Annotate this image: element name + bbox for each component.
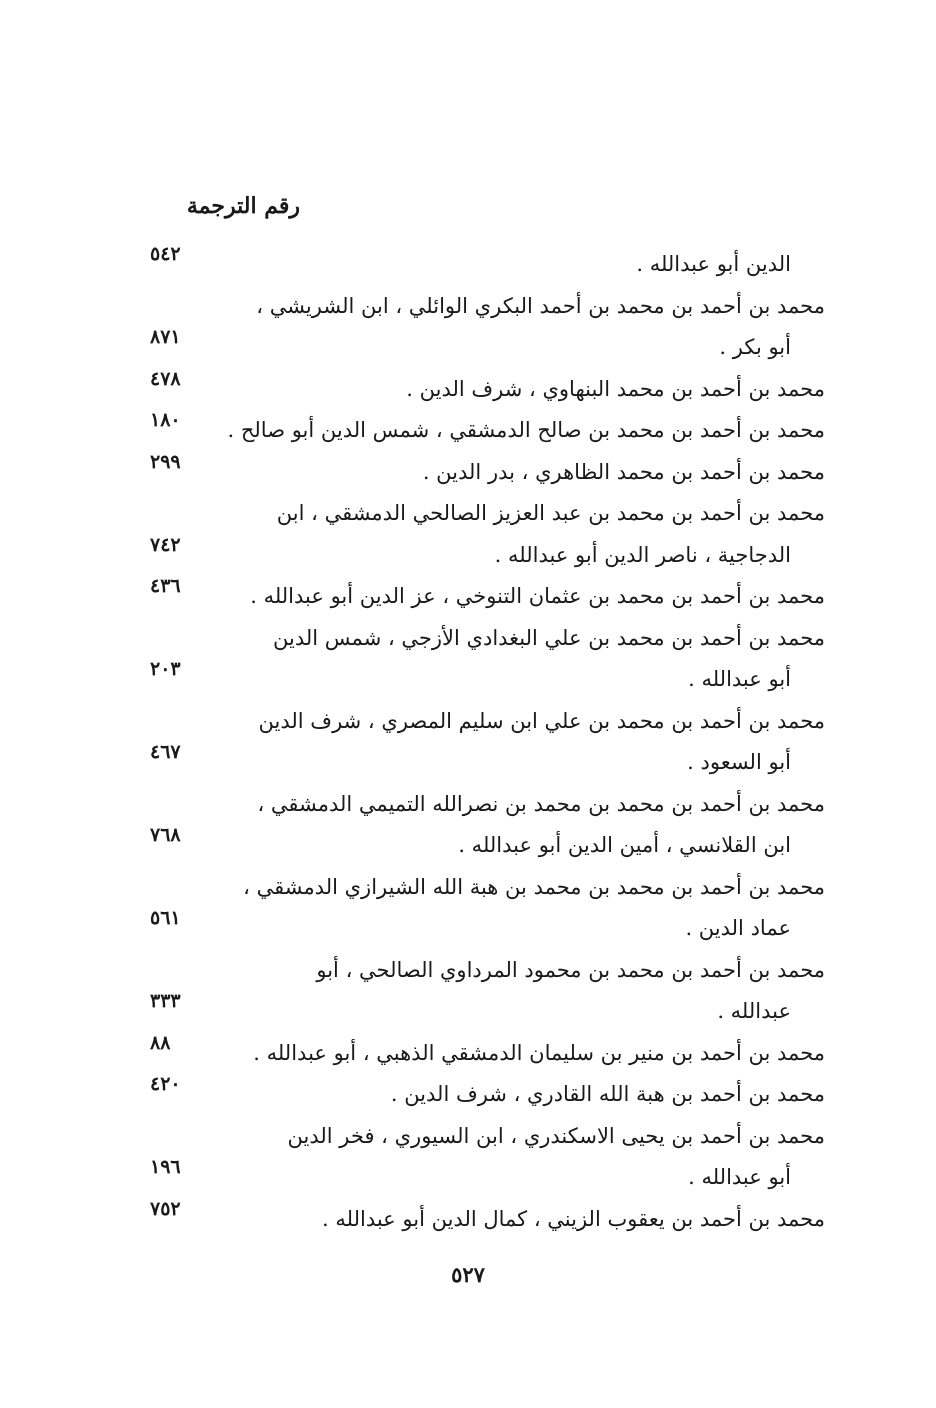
entry-text: محمد بن أحمد بن يعقوب الزيني ، كمال الدين أبو عبدالله .: [322, 1206, 825, 1231]
entry-line: [150, 286, 825, 328]
entry-number: ٤٦٧: [150, 741, 181, 763]
entry-line: [150, 659, 825, 701]
entry-text: محمد بن أحمد بن منير بن سليمان الدمشقي الذهبي ، أبو عبدالله .: [253, 1040, 825, 1065]
entry-text: عبدالله .: [717, 999, 791, 1023]
entry-line: [150, 618, 825, 660]
entry-text: محمد بن أحمد بن محمد بن علي البغدادي الأزجي ، شمس الدين: [273, 625, 825, 650]
entry-line: [150, 1157, 825, 1199]
entry-text: عماد الدين .: [685, 916, 791, 940]
entry-number: ٤٢٠: [150, 1073, 181, 1095]
entry-number: ٨٨: [150, 1031, 171, 1054]
entry-number: ٧٤٢: [150, 533, 181, 556]
entry-line: [150, 410, 825, 452]
entry-line: [150, 991, 825, 1033]
entry-number: ٤٧٨: [150, 367, 181, 390]
entry-text: محمد بن أحمد بن محمد الظاهري ، بدر الدين .: [422, 459, 825, 484]
entry-number: ٢٩٩: [150, 450, 181, 473]
entry-line: [150, 452, 825, 494]
entry-line: [150, 244, 825, 286]
entry-text: الدجاجية ، ناصر الدين أبو عبدالله .: [494, 542, 791, 567]
entry-line: [150, 1116, 825, 1158]
entry-number: ١٨٠: [150, 409, 181, 431]
entry-text: أبو عبدالله .: [688, 1165, 791, 1189]
entry-text: محمد بن أحمد بن محمد بن محمد بن نصرالله التميمي الدمشقي ،: [257, 791, 825, 816]
entry-number: ٥٦١: [150, 907, 181, 929]
entry-line: [150, 784, 825, 826]
entry-text: محمد بن أحمد بن هبة الله القادري ، شرف الدين .: [390, 1082, 825, 1106]
entry-number: ٤٣٦: [150, 575, 181, 597]
entry-text: محمد بن أحمد بن محمد البنهاوي ، شرف الدين .: [406, 376, 825, 401]
entry-text: محمد بن أحمد بن محمد بن عبد العزيز الصالحي الدمشقي ، ابن: [276, 501, 825, 525]
index-entries: [150, 244, 825, 1240]
entry-line: [150, 576, 825, 618]
entry-text: أبو عبدالله .: [688, 667, 791, 691]
entry-line: [150, 867, 825, 909]
column-header: رقم الترجمة: [186, 193, 300, 219]
entry-line: [150, 825, 825, 867]
entry-line: [150, 1199, 825, 1241]
entry-text: محمد بن أحمد بن محمد بن محمود المرداوي الصالحي ، أبو: [316, 957, 825, 982]
entry-text: محمد بن أحمد بن محمد بن أحمد البكري الوائلي ، ابن الشريشي ،: [256, 293, 825, 318]
entry-line: [150, 908, 825, 950]
entry-line: [150, 369, 825, 411]
entry-line: [150, 701, 825, 743]
entry-text: محمد بن أحمد بن محمد بن عثمان التنوخي ، عز الدين أبو عبدالله .: [250, 584, 825, 608]
entry-number: ٣٣٣: [150, 990, 181, 1012]
entry-text: محمد بن أحمد بن محمد بن علي ابن سليم المصري ، شرف الدين: [258, 708, 825, 733]
entry-number: ٥٤٢: [150, 243, 181, 265]
entry-text: محمد بن أحمد بن محمد بن صالح الدمشقي ، شمس الدين أبو صالح .: [227, 418, 825, 442]
page-number: ٥٢٧: [451, 1262, 485, 1287]
entry-line: [150, 1074, 825, 1116]
entry-line: [150, 493, 825, 535]
entry-number: ٢٠٣: [150, 658, 181, 680]
entry-line: [150, 1033, 825, 1075]
entry-text: أبو بكر .: [719, 335, 791, 359]
entry-number: ٧٥٢: [150, 1197, 181, 1220]
entry-text: أبو السعود .: [687, 750, 791, 774]
entry-line: [150, 950, 825, 992]
entry-text: ابن القلانسي ، أمين الدين أبو عبدالله .: [458, 833, 791, 857]
entry-line: [150, 742, 825, 784]
entry-line: [150, 327, 825, 369]
entry-number: ٨٧١: [150, 326, 181, 348]
entry-text: الدين أبو عبدالله .: [636, 252, 791, 276]
entry-text: محمد بن أحمد بن يحيى الاسكندري ، ابن السيوري ، فخر الدين: [287, 1123, 825, 1148]
entry-line: [150, 535, 825, 577]
entry-number: ١٩٦: [150, 1156, 181, 1178]
entry-text: محمد بن أحمد بن محمد بن محمد بن هبة الله الشيرازي الدمشقي ،: [243, 874, 825, 899]
entry-number: ٧٦٨: [150, 824, 181, 846]
